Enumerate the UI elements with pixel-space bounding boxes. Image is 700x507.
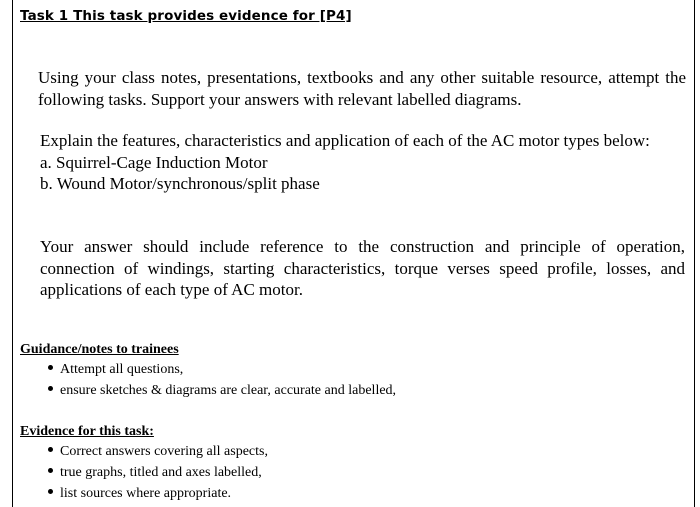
task-heading: Task 1 This task provides evidence for [P4] — [20, 8, 352, 24]
bullet-icon — [48, 468, 53, 473]
list-item — [48, 359, 396, 380]
list-item-text: Correct answers covering all aspects, — [60, 444, 268, 459]
explain-text: Explain the features, characteristics and application of each of the AC motor types below: — [40, 131, 650, 150]
list-item-text: list sources where appropriate. — [60, 486, 232, 501]
list-item — [48, 380, 396, 401]
list-item-text: Attempt all questions, — [60, 362, 184, 377]
answer-paragraph: Your answer should include reference to the construction and principle of operation, connection of windings, starting characteristics, torque verses speed profile, losses, and applications of each type of AC motor. — [40, 237, 685, 299]
list-item-text: ensure sketches & diagrams are clear, accurate and labelled, — [60, 383, 397, 398]
guidance-list — [48, 359, 396, 401]
list-item — [48, 483, 268, 504]
bullet-icon — [48, 386, 53, 391]
list-item — [48, 441, 268, 462]
evidence-list — [48, 441, 268, 504]
explain-paragraph — [40, 130, 685, 195]
guidance-heading: Guidance/notes to trainees — [20, 342, 179, 357]
bullet-icon — [48, 365, 53, 370]
bullet-icon — [48, 489, 53, 494]
evidence-heading: Evidence for this task: — [20, 424, 154, 439]
bullet-icon — [48, 447, 53, 452]
intro-paragraph: Using your class notes, presentations, textbooks and any other suitable resource, attempt the following tasks. Support your answers with relevant labelled diagrams. — [38, 68, 686, 109]
motor-type-a: a. Squirrel-Cage Induction Motor — [40, 152, 268, 172]
list-item — [48, 462, 268, 483]
list-item-text: true graphs, titled and axes labelled, — [60, 465, 262, 480]
motor-type-b: b. Wound Motor/synchronous/split phase — [40, 174, 320, 193]
